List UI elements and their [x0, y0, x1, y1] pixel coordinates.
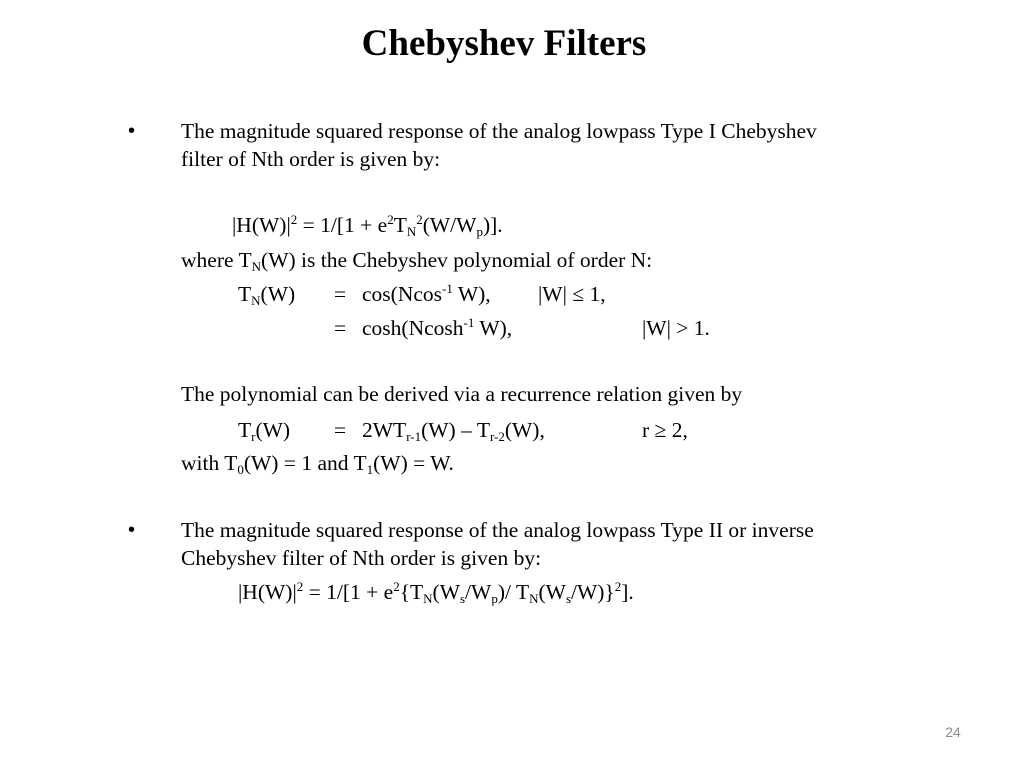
- bullet-1: •: [128, 120, 136, 142]
- where-line: where $T_N(W)$ is the Chebyshev polynomial of order N:: [181, 248, 653, 274]
- recurrence-equals: =: [334, 418, 347, 442]
- bullet-2: •: [128, 519, 136, 541]
- slide-title: Chebyshev Filters: [361, 23, 647, 64]
- def1-lhs: $T_N(W)$: [238, 282, 296, 308]
- recurrence-condition: r ≥ 2,: [642, 418, 688, 442]
- def1-equals: =: [334, 282, 347, 306]
- recurrence-intro: The polynomial can be derived via a recurrence relation given by: [181, 382, 743, 406]
- recurrence-lhs: $T_r(W)$: [238, 418, 291, 444]
- equation-type2-response: $|H(W)|^2 = 1/[1 + e^2\{T_N(W_s/W_p)/$ $T_N(W_s/W)\}^2$].: [238, 579, 634, 606]
- def1-rhs: cos(Ncos$^{-1}$ W),: [362, 281, 491, 306]
- section2-intro-line2: Chebyshev filter of Nth order is given by:: [181, 546, 542, 570]
- recurrence-rhs: $2WT_{r-1}(W) - T_{r-2}(W)$,: [362, 418, 545, 444]
- section1-intro-line2: filter of Nth order is given by:: [181, 147, 441, 171]
- def2-equals: =: [334, 316, 347, 340]
- def2-rhs: cosh(Ncosh$^{-1}$ W),: [362, 315, 513, 340]
- equation-type1-response: $|H(W)|^2 = 1/[1 + e^2T_N^2(W/W_p)]$.: [232, 212, 503, 239]
- def1-condition: |W| ≤ 1,: [538, 282, 606, 306]
- section2-intro-line1: The magnitude squared response of the analog lowpass Type II or inverse: [181, 518, 814, 542]
- initial-conditions-line: with $T_0(W) = 1$ and $T_1(W) = W$.: [181, 451, 454, 477]
- page-number: 24: [945, 724, 961, 740]
- section1-intro-line1: The magnitude squared response of the analog lowpass Type I Chebyshev: [181, 119, 817, 143]
- def2-condition: |W| > 1.: [642, 316, 710, 340]
